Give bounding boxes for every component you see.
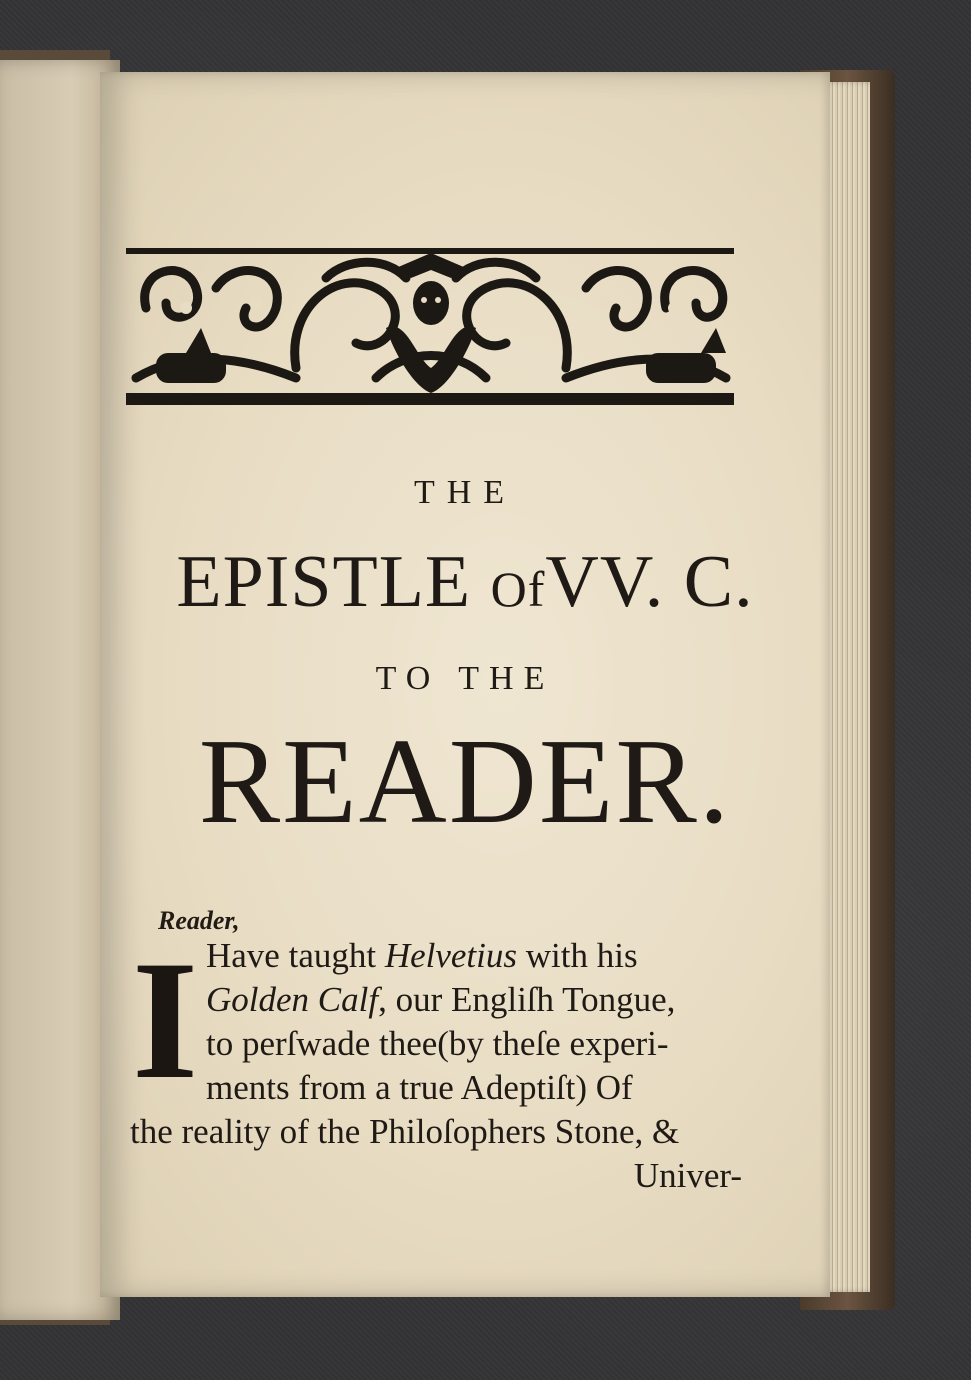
heading-author: VV. C.: [545, 541, 754, 623]
heading-reader: READER.: [198, 714, 732, 849]
woodcut-headpiece-icon: [126, 248, 734, 408]
body-line: Golden Calf, our Engliſh Tongue,: [206, 980, 676, 1019]
heading-the: THE: [413, 474, 517, 511]
salutation: Reader,: [158, 906, 240, 935]
heading-of: Of: [490, 561, 546, 617]
catchword: Univer-: [633, 1156, 742, 1195]
heading-epistle-line: [100, 540, 830, 625]
body-line: ments from a true Adeptiſt) Of: [206, 1068, 633, 1107]
heading-to-the: TO THE: [375, 660, 555, 697]
body-line: Have taught Helvetius with his: [206, 936, 638, 975]
drop-cap: I: [132, 926, 199, 1114]
body-line: the reality of the Philoſophers Stone, &: [130, 1112, 680, 1151]
body-text: [130, 926, 742, 1198]
body-line: to perſwade thee(by theſe experi-: [206, 1024, 669, 1063]
heading-epistle: EPISTLE: [176, 541, 472, 623]
